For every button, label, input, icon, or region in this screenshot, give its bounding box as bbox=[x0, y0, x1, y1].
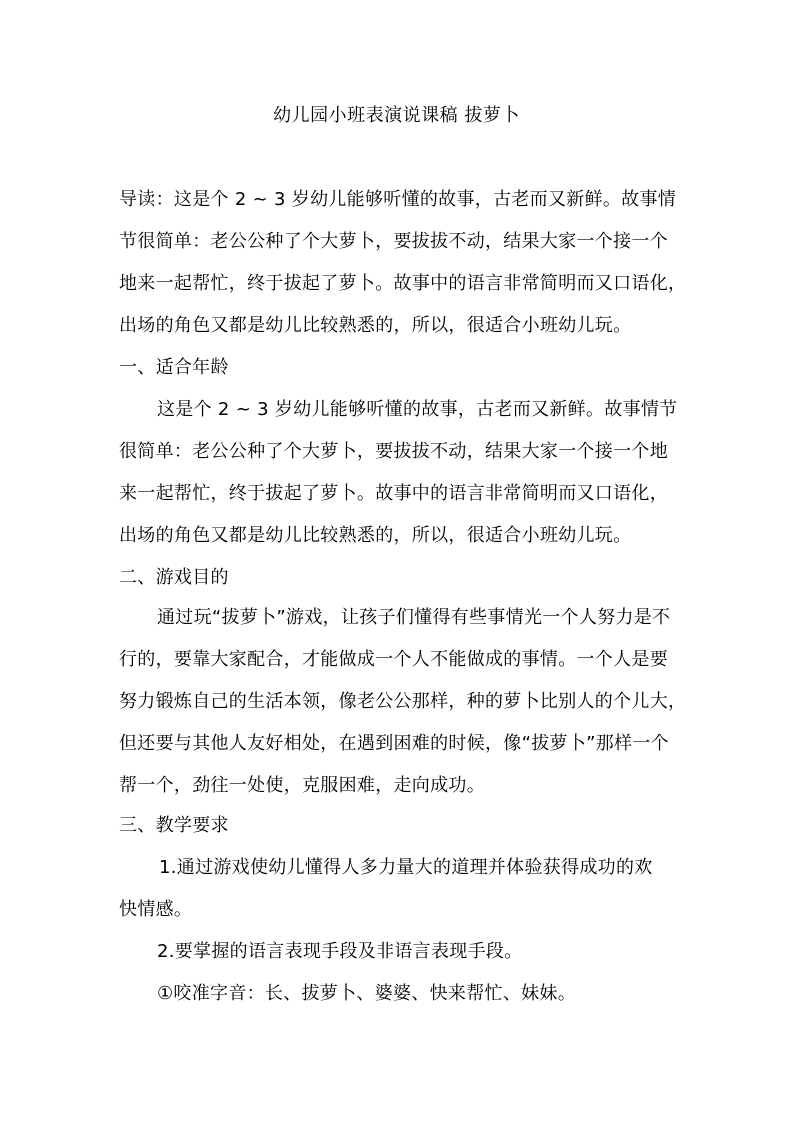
section2-line-4: 但还要与其他人友好相处，在遇到困难的时候，像“拔萝卜”那样一个 bbox=[119, 733, 669, 754]
intro-line-4: 出场的角色又都是幼儿比较熟悉的，所以，很适合小班幼儿玩。 bbox=[119, 315, 632, 336]
document-title: 幼儿园小班表演说课稿 拔萝卜 bbox=[273, 105, 520, 126]
section1-line-2: 很简单：老公公种了个大萝卜，要拔拔不动，结果大家一个接一个地 bbox=[119, 441, 668, 462]
section3-line-3: 2.要掌握的语言表现手段及非语言表现手段。 bbox=[157, 941, 523, 962]
section-heading-2: 二、游戏目的 bbox=[119, 567, 229, 588]
section2-line-3: 努力锻炼自己的生活本领，像老公公那样，种的萝卜比别人的个儿大， bbox=[119, 691, 687, 712]
section3-line-1: 1.通过游戏使幼儿懂得人多力量大的道理并体验获得成功的欢 bbox=[159, 857, 653, 878]
section2-line-2: 行的，要靠大家配合，才能做成一个人不能做成的事情。一个人是要 bbox=[119, 649, 668, 670]
section1-line-3: 来一起帮忙，终于拔起了萝卜。故事中的语言非常简明而又口语化， bbox=[119, 483, 668, 504]
section-heading-3: 三、教学要求 bbox=[119, 815, 229, 836]
intro-line-3: 地来一起帮忙，终于拔起了萝卜。故事中的语言非常简明而又口语化， bbox=[119, 273, 687, 294]
section1-line-1: 这是个 2 ~ 3 岁幼儿能够听懂的故事，古老而又新鲜。故事情节 bbox=[157, 399, 678, 420]
section2-line-1: 通过玩“拔萝卜”游戏，让孩子们懂得有些事情光一个人努力是不 bbox=[157, 607, 671, 628]
section2-line-5: 帮一个，劲往一处使，克服困难，走向成功。 bbox=[119, 775, 485, 796]
section-heading-1: 一、适合年龄 bbox=[119, 357, 229, 378]
section1-line-4: 出场的角色又都是幼儿比较熟悉的，所以，很适合小班幼儿玩。 bbox=[119, 525, 632, 546]
intro-line-2: 节很简单：老公公种了个大萝卜，要拔拔不动，结果大家一个接一个 bbox=[119, 231, 668, 252]
intro-line-1: 导读：这是个 2 ~ 3 岁幼儿能够听懂的故事，古老而又新鲜。故事情 bbox=[119, 189, 677, 210]
section3-line-2: 快情感。 bbox=[119, 899, 193, 920]
section3-line-4: ①咬准字音：长、拔萝卜、婆婆、快来帮忙、妹妹。 bbox=[157, 983, 577, 1004]
